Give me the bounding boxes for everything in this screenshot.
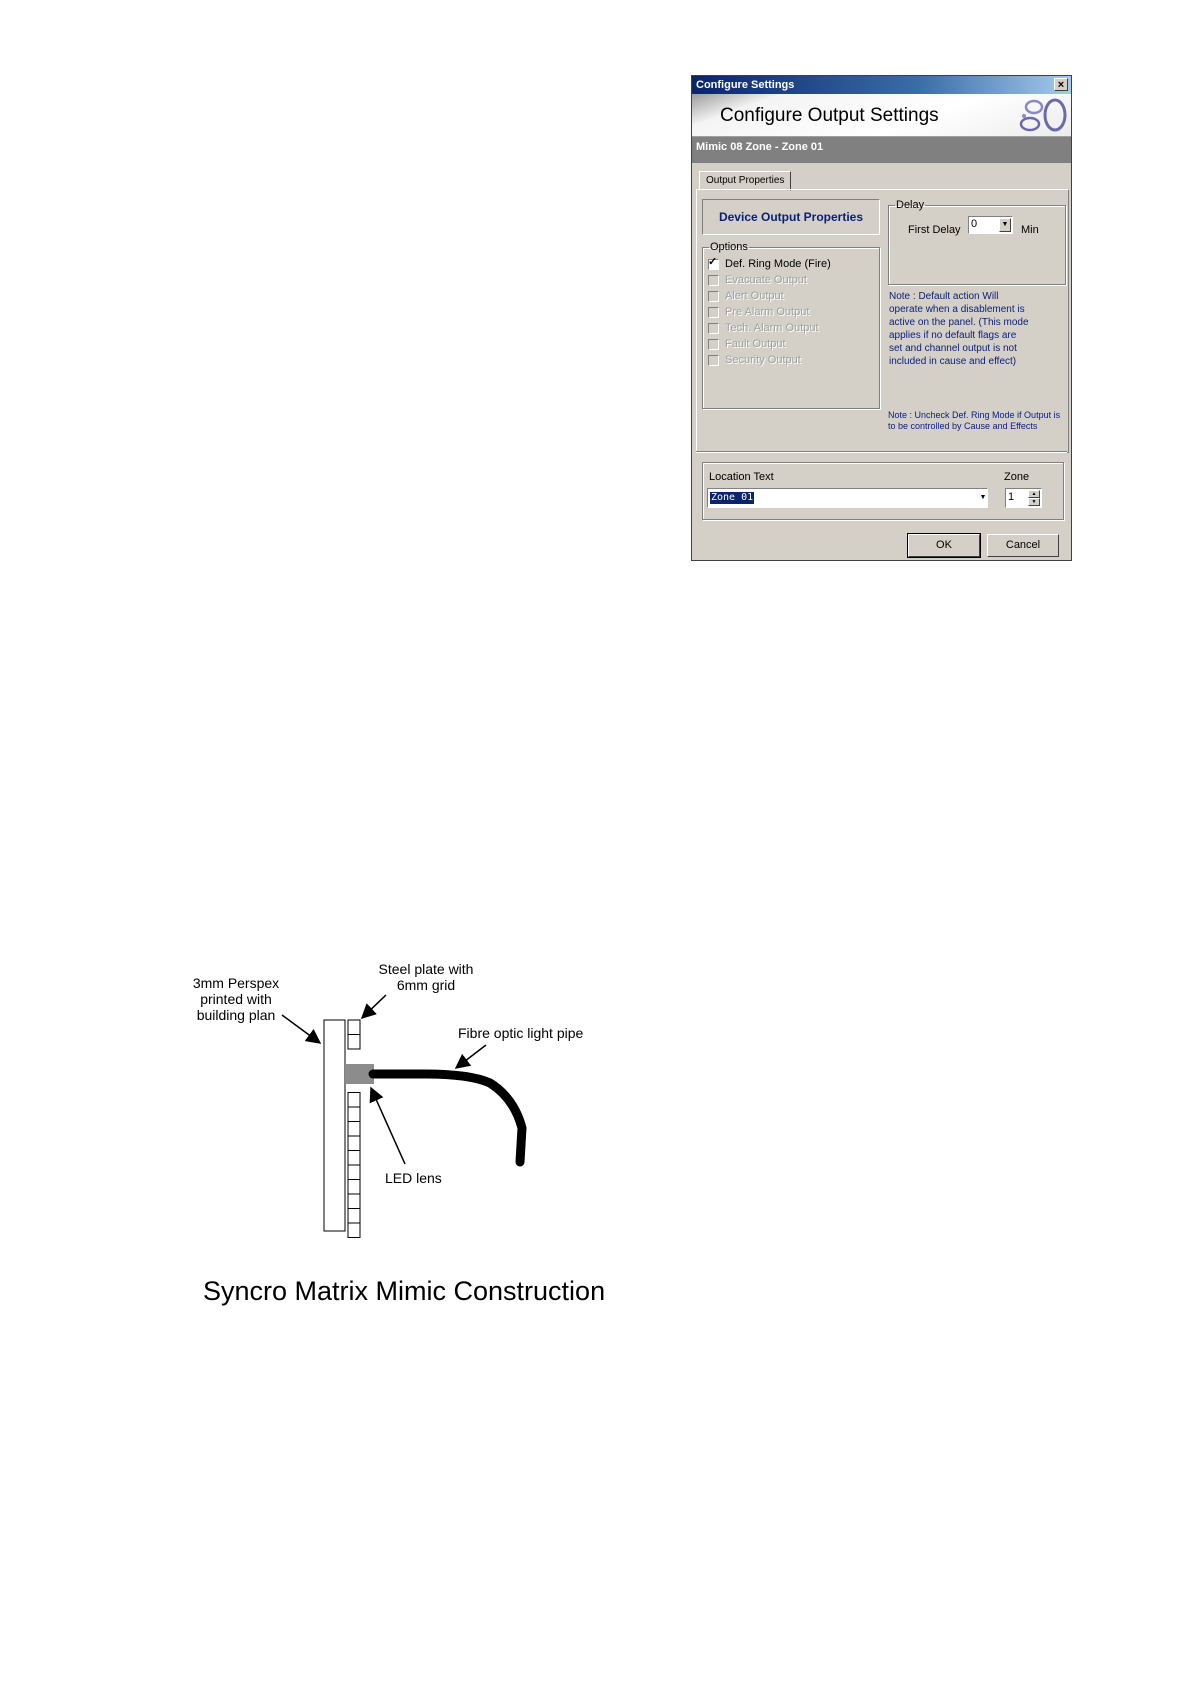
grid-cell xyxy=(348,1165,360,1180)
configure-settings-dialog xyxy=(691,75,1072,561)
ok-button[interactable]: OK xyxy=(908,534,980,557)
option-label: Security Output xyxy=(725,354,801,366)
grid-cell xyxy=(348,1122,360,1137)
ring-mode-note: Note : Uncheck Def. Ring Mode if Output is to be controlled by Cause and Effects xyxy=(888,410,1061,431)
tab-output-properties[interactable]: Output Properties xyxy=(699,171,791,191)
banner xyxy=(692,94,1071,137)
checkbox xyxy=(708,275,719,286)
title-bar[interactable] xyxy=(692,76,1071,94)
first-delay-select[interactable] xyxy=(968,216,1013,234)
checkbox[interactable] xyxy=(708,255,719,270)
chevron-down-icon[interactable]: ▼ xyxy=(999,218,1011,232)
option-label: Pre Alarm Output xyxy=(725,306,810,318)
option-checkbox-row xyxy=(708,354,801,368)
zone-label: Zone xyxy=(1004,471,1030,483)
grid-cell xyxy=(348,1107,360,1122)
location-text-value: Zone 01 xyxy=(711,492,754,503)
steel-arrow xyxy=(362,995,386,1018)
fibre-arrow xyxy=(456,1045,486,1068)
grid-cell xyxy=(348,1180,360,1195)
options-legend: Options xyxy=(710,241,748,253)
fibre-optic-pipe xyxy=(373,1074,522,1162)
chevron-down-icon[interactable]: ▼ xyxy=(979,494,987,501)
checkbox xyxy=(708,291,719,302)
perspex-label-line-3: building plan xyxy=(196,1007,276,1023)
option-label: Def. Ring Mode (Fire) xyxy=(725,258,831,270)
perspex-label xyxy=(181,975,291,1023)
checkmark-icon: ✓ xyxy=(708,255,718,268)
default-action-note: Note : Default action Will operate when a disablement is active on the panel. (This mode applies if no default flags are set and channel output is not included in cause and effect) xyxy=(889,291,1029,367)
checkbox xyxy=(708,323,719,334)
close-button[interactable]: × xyxy=(1054,78,1068,91)
checkbox xyxy=(708,355,719,366)
delay-legend: Delay xyxy=(896,199,925,211)
option-checkbox-row xyxy=(708,322,819,336)
device-output-properties-label: Device Output Properties xyxy=(702,199,880,235)
option-checkbox-row xyxy=(708,338,786,352)
divider xyxy=(696,451,1067,453)
spin-down-icon[interactable]: ▼ xyxy=(1028,498,1040,506)
grid-cell xyxy=(348,1020,360,1035)
option-checkbox-row xyxy=(708,306,809,320)
led-lens-label: LED lens xyxy=(385,1170,442,1186)
perspex-label-line-2: printed with xyxy=(200,991,272,1007)
fibre-optic-label: Fibre optic light pipe xyxy=(458,1025,584,1041)
first-delay-value: 0 xyxy=(971,218,978,230)
option-checkbox-row xyxy=(708,274,807,288)
option-label: Fault Output xyxy=(725,338,786,350)
option-checkbox-row xyxy=(708,290,784,304)
grid-cell xyxy=(348,1209,360,1224)
steel-label-line-2: 6mm grid xyxy=(396,977,456,993)
subheader: Mimic 08 Zone - Zone 01 xyxy=(692,137,1071,163)
perspex-label-line-1: 3mm Perspex xyxy=(192,975,280,991)
option-checkbox-row[interactable] xyxy=(708,255,831,272)
window-title: Configure Settings xyxy=(696,79,795,91)
option-label: Tech. Alarm Output xyxy=(725,322,819,334)
grid-cell xyxy=(348,1035,360,1050)
zone-value: 1 xyxy=(1008,491,1015,503)
diagram-caption: Syncro Matrix Mimic Construction xyxy=(203,1276,606,1306)
led-lens xyxy=(345,1064,374,1084)
checkbox xyxy=(708,307,719,318)
logo-icon xyxy=(1015,96,1069,134)
grid-cell xyxy=(348,1223,360,1238)
steel-plate-label xyxy=(366,961,486,993)
location-text-label: Location Text xyxy=(709,471,774,483)
delay-unit-label: Min xyxy=(1021,224,1039,236)
option-label: Evacuate Output xyxy=(725,274,807,286)
cancel-button[interactable]: Cancel xyxy=(987,534,1059,557)
zone-spinner[interactable] xyxy=(1005,488,1042,508)
steel-plate-grid xyxy=(348,1020,360,1238)
delay-group xyxy=(888,199,1066,285)
banner-title: Configure Output Settings xyxy=(720,105,939,126)
checkbox xyxy=(708,339,719,350)
grid-cell xyxy=(348,1151,360,1166)
spin-up-icon[interactable]: ▲ xyxy=(1028,490,1040,498)
perspex-sheet xyxy=(324,1020,345,1231)
grid-cell xyxy=(348,1194,360,1209)
option-label: Alert Output xyxy=(725,290,784,302)
grid-cell xyxy=(348,1093,360,1108)
location-text-input[interactable] xyxy=(707,488,988,508)
first-delay-label: First Delay xyxy=(908,224,961,236)
steel-label-line-1: Steel plate with xyxy=(378,961,474,977)
grid-cell xyxy=(348,1136,360,1151)
led-arrow xyxy=(371,1088,405,1164)
